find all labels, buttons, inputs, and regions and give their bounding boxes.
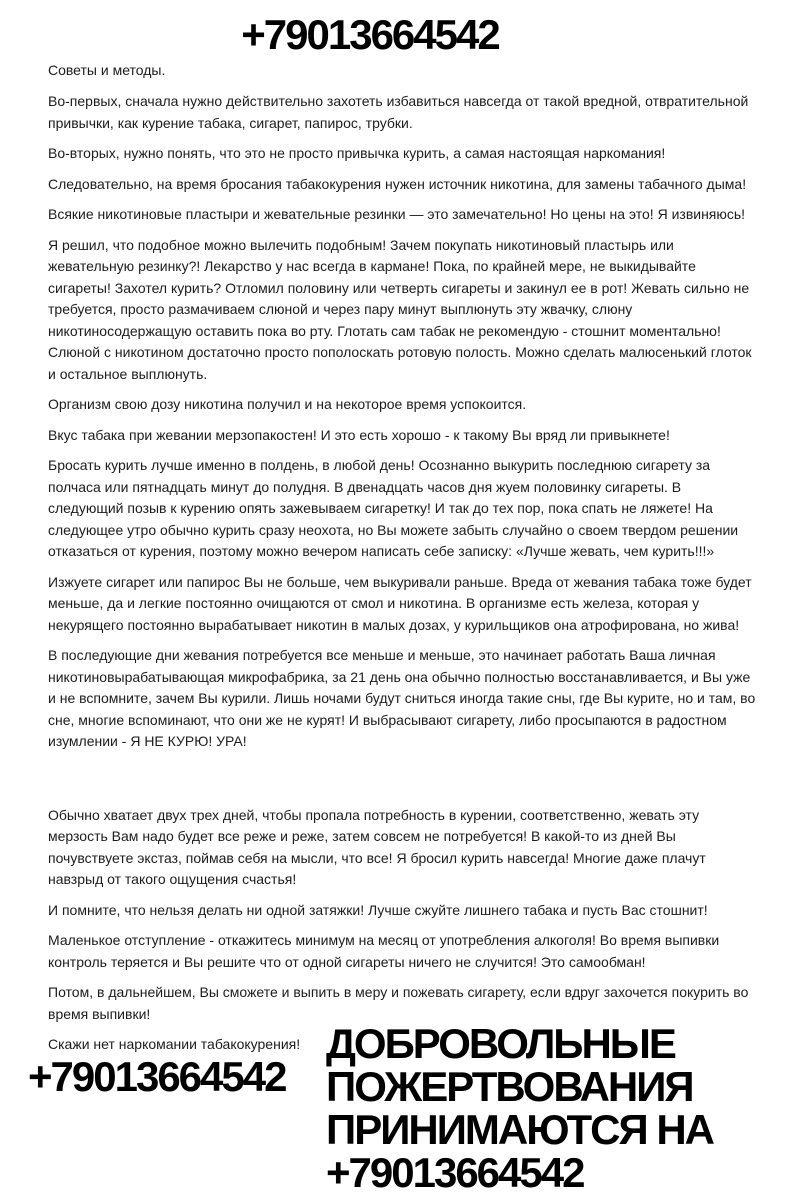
- paragraph: Во-вторых, нужно понять, что это не просто привычка курить, а самая настоящая наркомания!: [48, 145, 666, 161]
- paragraph: Изжуете сигарет или папирос Вы не больше, чем выкуривали раньше. Вреда от жевания табака тоже будет меньше, да и легкие постоянно очищаются от смол и никотина. В организме есть железа, которая у некурящего постоянно вырабатывает никотин в малых дозах, у курильщиков она атрофирована, но жива!: [48, 573, 752, 633]
- paragraph: Всякие никотиновые пластыри и жевательные резинки — это замечательно! Но цены на это! Я извиняюсь!: [48, 206, 746, 222]
- paragraph: Во-первых, сначала нужно действительно захотеть избавиться навсегда от такой вредной, отвратительной привычки, как курение табака, сигарет, папирос, трубки.: [48, 93, 749, 131]
- footer-phone-number: +79013664542: [28, 1053, 286, 1100]
- paragraph: Следовательно, на время бросания табакокурения нужен источник никотина, для замены табачного дыма!: [48, 175, 747, 192]
- slogan-text: Скажи нет наркомании табакокурения!: [48, 1036, 301, 1052]
- paragraph: Организм свою дозу никотина получил и на некоторое время успокоится.: [48, 396, 527, 412]
- footer-section: [28, 1020, 756, 1196]
- paragraph: В последующие дни жевания потребуется все меньше и меньше, это начинает работать Ваша личная никотиновырабатывающая микрофабрика, за 21 день она обычно полностью восстанавливается, и Вы уже и не вспомните, зачем Вы курили. Лишь ночами будут сниться иногда такие сны, где Вы курите, но и там, во сне, многие вспоминают, что они же не курят! И выбрасывают сигарету, либо просыпаются в радостном изумлении - Я НЕ КУРЮ! УРА!: [48, 647, 756, 749]
- paragraph: Бросать курить лучше именно в полдень, в любой день! Осознанно выкурить последнюю сигарету за полчаса или пятнадцать минут до полудня. В двенадцать часов дня жуем половинку сигареты. В следующий позыв к курению опять зажевываем сигаретку! И так до тех пор, пока спать не ляжете! На следующее утро обычно курить сразу неохота, но Вы можете забыть случайно о своем твердом решении отказаться от курения, поэтому можно вечером написать себе записку: «Лучше жевать, чем курить!!!»: [48, 457, 739, 559]
- paragraph: И помните, что нельзя делать ни одной затяжки! Лучше сжуйте лишнего табака и пусть Вас стошнит!: [48, 901, 708, 918]
- donation-line: ПОЖЕРТВОВАНИЯ: [326, 1063, 693, 1110]
- paragraph: Потом, в дальнейшем, Вы сможете и выпить в меру и пожевать сигарету, если вдруг захочется покурить во время выпивки!: [48, 984, 749, 1022]
- donation-notice: [326, 1022, 713, 1194]
- paragraph: Вкус табака при жевании мерзопакостен! И это есть хорошо - к такому Вы вряд ли привыкнете!: [48, 426, 670, 443]
- donation-line: ДОБРОВОЛЬНЫЕ: [326, 1020, 675, 1067]
- paragraph: Маленькое отступление - откажитесь минимум на месяц от употребления алкоголя! Во время выпивки контроль теряется и Вы решите что от одной сигареты ничего не случится! Это самообман!: [48, 932, 720, 970]
- donation-phone-number: +79013664542: [326, 1149, 584, 1196]
- donation-line: ПРИНИМАЮТСЯ НА: [326, 1106, 713, 1153]
- paragraph: Я решил, что подобное можно вылечить подобным! Зачем покупать никотиновый пластырь или жевательную резинку?! Лекарство у нас всегда в кармане! Пока, по крайней мере, не выкидывайте сигареты! Захотел курить? Отломил половину или четверть сигареты и закинул ее в рот! Жевать сильно не требуется, просто размачиваем слюной и через пару минут выплюнуть эту жвачку, слюну никотиносодержащую оставить пока во рту. Глотать сам табак не рекомендую - стошнит моментально! Слюной с никотином достаточно просто пополоскать ротовую полость. Можно сделать малюсенький глоток и остальное выплюнуть.: [48, 236, 752, 382]
- document-body: [48, 91, 756, 1025]
- top-phone-number: +79013664542: [241, 11, 499, 58]
- paragraph: Обычно хватает двух трех дней, чтобы пропала потребность в курении, соответственно, жевать эту мерзость Вам надо будет все реже и реже, затем совсем не потребуется! В какой-то из дней Вы почувствуете экстаз, поймав себя на мысли, что все! Я бросил курить навсегда! Многие даже плачут навзрыд от такого ощущения счастья!: [48, 806, 706, 887]
- page-title: Советы и методы.: [48, 62, 166, 78]
- footer-left-column: [28, 1034, 328, 1100]
